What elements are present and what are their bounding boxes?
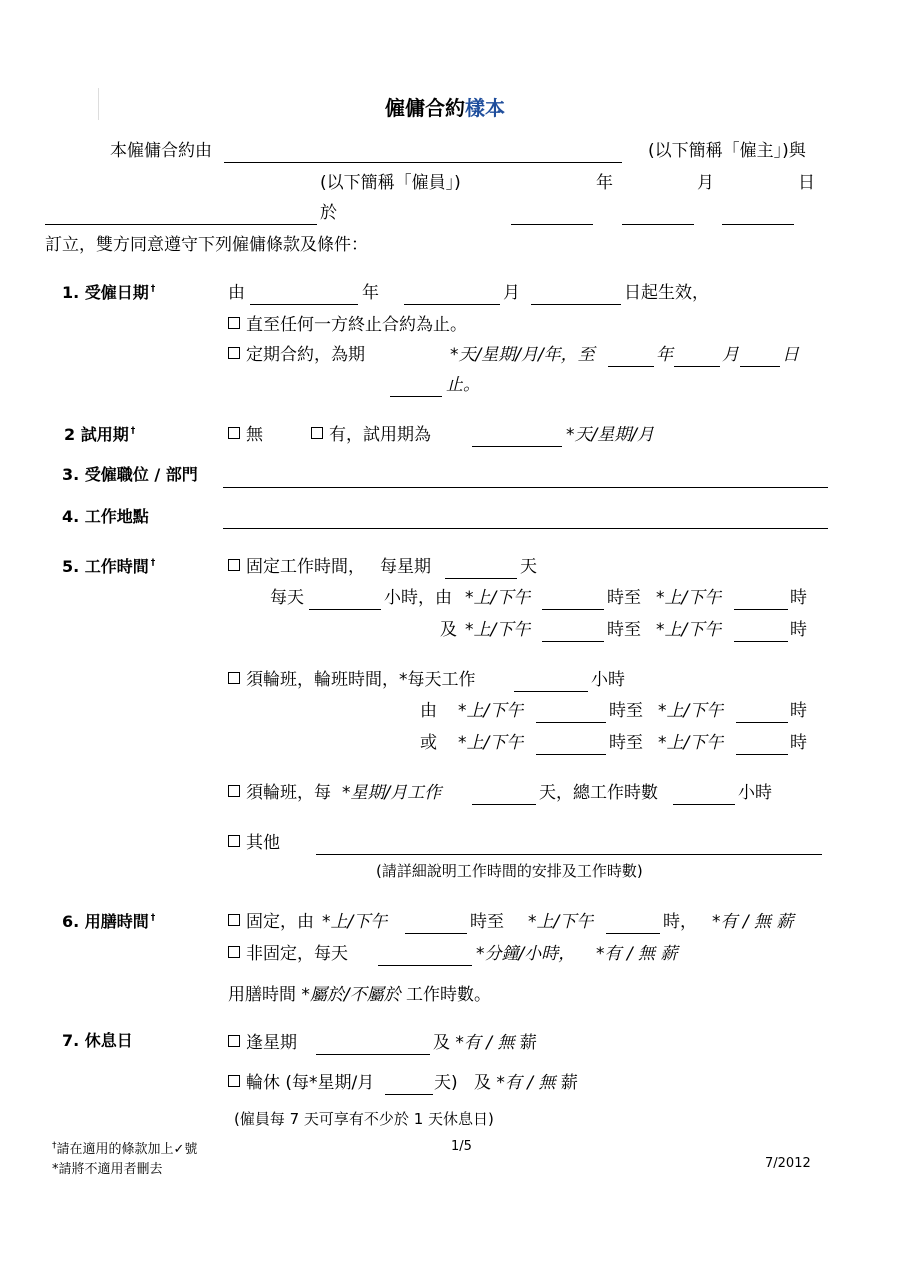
intro-at: 於 [320,203,337,223]
footer-note1: †請在適用的條款加上✓號 [52,1141,198,1157]
checkbox[interactable] [228,427,240,439]
s5-ampm-7: *上/下午 [458,733,524,753]
section5-heading: 5. 工作時間 † [62,557,156,576]
s5-until-4: 時至 [609,733,643,753]
s6-fixed[interactable]: 固定，由 [228,914,314,931]
s6-duration-field[interactable] [378,965,472,966]
checkbox[interactable] [228,1035,240,1047]
s5-hour-1: 時 [790,588,807,608]
intro-day: 日 [798,173,815,193]
s7-paid-1: 及 *有 / 無 薪 [433,1033,537,1053]
s5-shift-end-field[interactable] [736,722,788,723]
s5-hour-4: 時 [790,733,807,753]
s5-shift2-units: *星期/月工作 [342,783,442,803]
checkbox[interactable] [228,946,240,958]
footer-note2: *請將不適用者刪去 [52,1162,163,1177]
s5-shift2[interactable]: 須輪班，每 [228,785,331,802]
s5-total-hours-field[interactable] [673,804,735,805]
s5-shift2-hours: 小時 [738,783,772,803]
s7-rotating[interactable]: 輪休 (每*星期/月 [228,1075,374,1092]
s1-option-b-units: *天/星期/月/年，至 [450,345,595,365]
s5-until-3: 時至 [609,701,643,721]
s7-rotating-days: 天) [434,1073,458,1093]
s1-option-b[interactable]: 定期合約，為期 [228,347,365,364]
s1-end: 止。 [446,375,480,395]
s1-effective: 日起生效， [624,283,709,303]
s6-units: *分鐘/小時， [476,944,576,964]
s1-end-day-field[interactable] [740,366,780,367]
s5-shift-start-field[interactable] [536,722,606,723]
s6-paid-2: *有 / 無 薪 [596,944,678,964]
title-main: 僱傭合約 [385,96,465,120]
s1-end-year-field[interactable] [608,366,654,367]
checkbox[interactable] [228,317,240,329]
s5-ampm-1: *上/下午 [465,588,531,608]
section7-heading: 7. 休息日 [62,1031,133,1050]
intro-agreement: 訂立，雙方同意遵守下列僱傭條款及條件： [45,235,368,255]
s5-ampm-3: *上/下午 [465,620,531,640]
s6-ampm-1: *上/下午 [322,912,388,932]
revision-date: 7/2012 [765,1156,811,1171]
checkbox[interactable] [228,672,240,684]
s1-start-year-field[interactable] [250,304,358,305]
s2-no[interactable]: 無 [228,427,263,444]
s1-end-month: 月 [722,345,739,365]
sign-year-field[interactable] [511,224,593,225]
s1-from: 由 [228,283,245,303]
s1-end-day: 日 [782,345,799,365]
s2-probation-field[interactable] [472,446,562,447]
s5-days-field[interactable] [445,578,517,579]
s7-weekly[interactable]: 逢星期 [228,1035,297,1052]
position-field[interactable] [223,487,828,488]
s6-not-fixed[interactable]: 非固定，每天 [228,946,348,963]
s7-rotating-days-field[interactable] [385,1094,433,1095]
section2-heading: 2 試用期 † [64,425,136,444]
s5-hour-3: 時 [790,701,807,721]
s5-ampm-8: *上/下午 [658,733,724,753]
s5-or: 或 [420,733,437,753]
s5-start-hour2-field[interactable] [542,641,604,642]
s1-year: 年 [362,283,379,303]
s5-until-2: 時至 [607,620,641,640]
s7-weekday-field[interactable] [316,1054,430,1055]
employee-name-field[interactable] [45,224,317,225]
s5-ampm-4: *上/下午 [656,620,722,640]
s5-days: 天 [520,557,537,577]
s5-shift1-hours: 小時 [591,670,625,690]
margin-line [98,88,99,120]
intro-employee: (以下簡稱「僱員」) [320,173,461,193]
s5-daily: 每天 [270,588,304,608]
s5-shift-hours-field[interactable] [514,691,588,692]
sign-month-field[interactable] [622,224,694,225]
s1-end-year: 年 [656,345,673,365]
s5-ampm-2: *上/下午 [656,588,722,608]
employer-name-field[interactable] [224,162,622,163]
checkbox[interactable] [228,1075,240,1087]
s6-paid-1: *有 / 無 薪 [712,912,794,932]
intro-line1-suffix: (以下簡稱「僱主」)與 [648,141,806,161]
checkbox[interactable] [311,427,323,439]
section4-heading: 4. 工作地點 [62,507,149,526]
s6-ampm-2: *上/下午 [528,912,594,932]
s1-end-month-field[interactable] [674,366,720,367]
s5-shift-start2-field[interactable] [536,754,606,755]
s5-daily-hours-field[interactable] [309,609,381,610]
s5-from: 由 [420,701,437,721]
s1-start-month-field[interactable] [404,304,500,305]
s5-ampm-5: *上/下午 [458,701,524,721]
s5-shift1[interactable]: 須輪班，輪班時間，*每天工作 [228,672,476,689]
s5-ampm-6: *上/下午 [658,701,724,721]
s5-per-week: 每星期 [380,557,431,577]
s2-yes[interactable]: 有，試用期為 [311,427,431,444]
s5-hours-from: 小時，由 [384,588,452,608]
page-number: 1/5 [451,1139,472,1154]
s6-meal-time: 用膳時間 *屬於/不屬於 工作時數。 [228,985,492,1005]
s5-shift-end2-field[interactable] [736,754,788,755]
s5-end-hour-field[interactable] [734,609,788,610]
s6-start-field[interactable] [405,933,467,934]
s5-hour-2: 時 [790,620,807,640]
s6-until: 時至 [470,912,504,932]
s1-start-day-field[interactable] [531,304,621,305]
s5-until-1: 時至 [607,588,641,608]
s1-period-field[interactable] [390,396,442,397]
s5-and: 及 [440,620,457,640]
checkbox[interactable] [228,835,240,847]
section1-heading: 1. 受僱日期 † [62,283,156,302]
s1-month: 月 [503,283,520,303]
document-title [385,98,505,118]
title-accent: 樣本 [465,96,505,120]
s5-end-hour2-field[interactable] [734,641,788,642]
s6-end-field[interactable] [606,933,660,934]
s7-paid-2: 及 *有 / 無 薪 [474,1073,578,1093]
s5-shift2-days-field[interactable] [472,804,536,805]
s5-other-field[interactable] [316,854,822,855]
s5-other[interactable]: 其他 [228,835,280,852]
section6-heading: 6. 用膳時間 † [62,912,156,931]
workplace-field[interactable] [223,528,828,529]
checkbox[interactable] [228,914,240,926]
s6-hour: 時， [663,912,697,932]
sign-day-field[interactable] [722,224,794,225]
s7-note: (僱員每 7 天可享有不少於 1 天休息日) [234,1110,494,1128]
s1-option-a[interactable]: 直至任何一方終止合約為止。 [228,317,467,334]
s2-units: *天/星期/月 [566,425,654,445]
checkbox[interactable] [228,347,240,359]
s5-start-hour-field[interactable] [542,609,604,610]
checkbox[interactable] [228,559,240,571]
intro-month: 月 [697,173,714,193]
checkbox[interactable] [228,785,240,797]
s5-fixed[interactable]: 固定工作時間， [228,559,365,576]
section3-heading: 3. 受僱職位 / 部門 [62,465,198,484]
intro-line1-prefix: 本僱傭合約由 [110,141,212,161]
intro-year: 年 [596,173,613,193]
s5-shift2-days: 天，總工作時數 [539,783,658,803]
s5-other-note: (請詳細說明工作時間的安排及工作時數) [376,862,643,880]
